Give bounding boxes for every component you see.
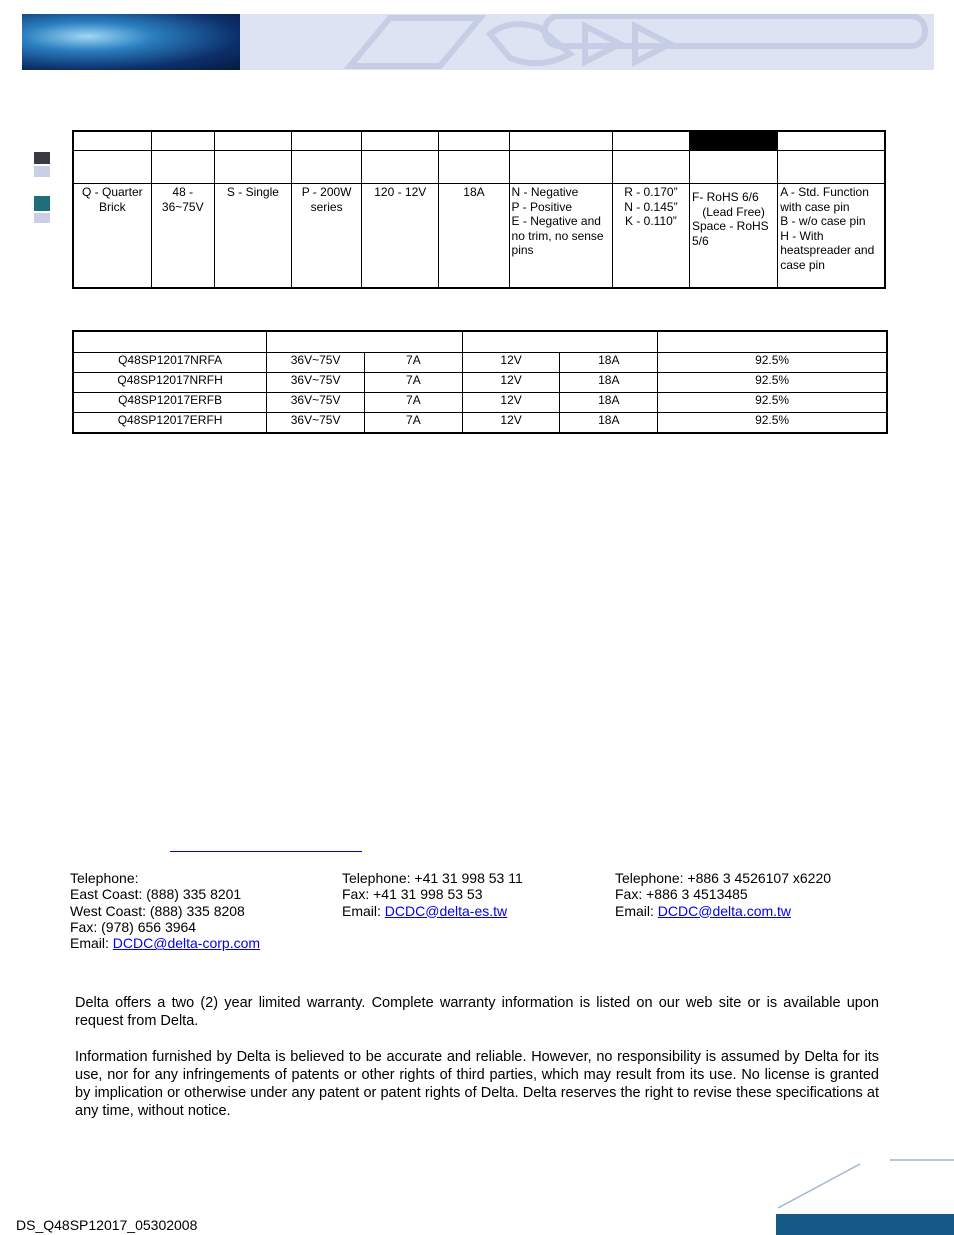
model-table-header-row — [73, 331, 887, 353]
output-current: 18A — [560, 413, 658, 434]
input-range: 36V~75V — [267, 373, 365, 393]
header-banner — [22, 14, 934, 70]
side-square-dark — [34, 152, 50, 164]
contact-telephone: Telephone: +886 3 4526107 x6220 — [615, 870, 832, 886]
output-voltage: 12V — [462, 413, 560, 434]
model-name: Q48SP12017ERFB — [73, 393, 267, 413]
contact-europe — [342, 870, 602, 919]
contact-fax: Fax: +886 3 4513485 — [615, 886, 748, 903]
contact-email-line — [342, 903, 602, 919]
efficiency: 92.5% — [658, 373, 887, 393]
email-label: Email: — [342, 902, 385, 919]
input-current: 7A — [365, 393, 463, 413]
output-voltage: 12V — [462, 353, 560, 373]
output-voltage: 12V — [462, 373, 560, 393]
on-off-option: N - Negative — [511, 185, 579, 199]
email-link[interactable]: DCDC@delta-es.tw — [384, 902, 508, 919]
rohs-option: (Lead Free) — [702, 204, 765, 219]
output-current: 18A — [560, 353, 658, 373]
table-row — [73, 353, 887, 373]
input-current: 7A — [365, 353, 463, 373]
table-row — [73, 373, 887, 393]
contact-telephone: Telephone: +41 31 998 53 11 — [342, 870, 523, 886]
part-number-code-table — [72, 130, 886, 289]
banner-logo-shapes — [240, 14, 934, 70]
footer-decoration — [770, 1150, 954, 1235]
model-list-table — [72, 330, 888, 434]
side-square-teal — [34, 196, 50, 211]
input-range: 36V~75V — [267, 393, 365, 413]
contact-asia — [615, 870, 915, 919]
efficiency: 92.5% — [658, 413, 887, 434]
model-name: Q48SP12017ERFH — [73, 413, 267, 434]
input-range: 36V~75V — [267, 353, 365, 373]
code-outputs: S - Single — [214, 184, 291, 289]
pin-length-option: K - 0.110” — [624, 214, 677, 228]
table-row — [73, 413, 887, 434]
contact-west-coast: West Coast: (888) 335 8208 — [70, 902, 245, 919]
warranty-paragraph: Delta offers a two (2) year limited warranty. Complete warranty information is listed on our web site or is available upon request from Delta. — [75, 995, 879, 1029]
efficiency: 92.5% — [658, 393, 887, 413]
side-square-light — [34, 166, 50, 177]
pin-length-option: R - 0.170” — [624, 185, 678, 199]
side-square-light-2 — [34, 213, 50, 223]
option-item: H - With heatspreader and case pin — [780, 228, 875, 272]
code-on-off-logic — [509, 184, 612, 289]
email-label: Email: — [70, 935, 113, 952]
output-current: 18A — [560, 373, 658, 393]
pin-length-option: N - 0.145” — [624, 199, 678, 214]
disclaimer-paragraph: Information furnished by Delta is believed to be accurate and reliable. However, no responsibility is assumed by Delta for its use, nor for any infringements of patents or other rights of third parties, which may result from its use. No license is granted by implication or otherwise under any patent or patent rights of Delta. Delta reserves the right to revise these specifications at any time, without notice. — [75, 1049, 879, 1119]
email-link[interactable]: DCDC@delta-corp.com — [112, 935, 261, 952]
contact-fax: Fax: (978) 656 3964 — [70, 918, 197, 935]
contact-email-line — [70, 935, 330, 951]
website-link-underline[interactable] — [170, 851, 362, 852]
code-output-voltage: 120 - 12V — [362, 184, 439, 289]
code-form-factor: Q - Quarter Brick — [73, 184, 151, 289]
banner-photo — [22, 14, 240, 70]
code-product-series: P - 200W series — [292, 184, 362, 289]
contact-east-coast: East Coast: (888) 335 8201 — [70, 886, 242, 903]
rohs-option: F- RoHS 6/6 — [691, 190, 759, 204]
code-table-header-row — [73, 131, 885, 151]
code-pin-length — [612, 184, 689, 289]
contact-email-line — [615, 903, 915, 919]
model-name: Q48SP12017NRFA — [73, 353, 267, 373]
contact-americas — [70, 870, 330, 951]
email-link[interactable]: DCDC@delta.com.tw — [657, 902, 792, 919]
code-option — [778, 184, 885, 289]
code-table-body-row — [73, 184, 885, 289]
rohs-option: Space - RoHS 5/6 — [691, 219, 769, 248]
on-off-option: P - Positive — [511, 199, 573, 214]
input-range: 36V~75V — [267, 413, 365, 434]
efficiency: 92.5% — [658, 353, 887, 373]
email-label: Email: — [615, 902, 658, 919]
contact-fax: Fax: +41 31 998 53 53 — [342, 886, 483, 903]
output-voltage: 12V — [462, 393, 560, 413]
option-item: A - Std. Function with case pin — [780, 185, 869, 214]
code-table-subheader-row — [73, 151, 885, 184]
on-off-option: E - Negative and no trim, no sense pins — [511, 214, 604, 257]
option-item: B - w/o case pin — [780, 214, 866, 228]
document-code: DS_Q48SP12017_05302008 — [16, 1217, 198, 1233]
contact-telephone: Telephone: — [70, 870, 139, 886]
input-current: 7A — [365, 413, 463, 434]
table-row — [73, 393, 887, 413]
input-current: 7A — [365, 373, 463, 393]
code-input-voltage: 48 - 36~75V — [151, 184, 214, 289]
code-output-current: 18A — [439, 184, 509, 289]
model-name: Q48SP12017NRFH — [73, 373, 267, 393]
code-rohs — [689, 184, 777, 289]
output-current: 18A — [560, 393, 658, 413]
code-table-dark-cell — [689, 131, 777, 151]
